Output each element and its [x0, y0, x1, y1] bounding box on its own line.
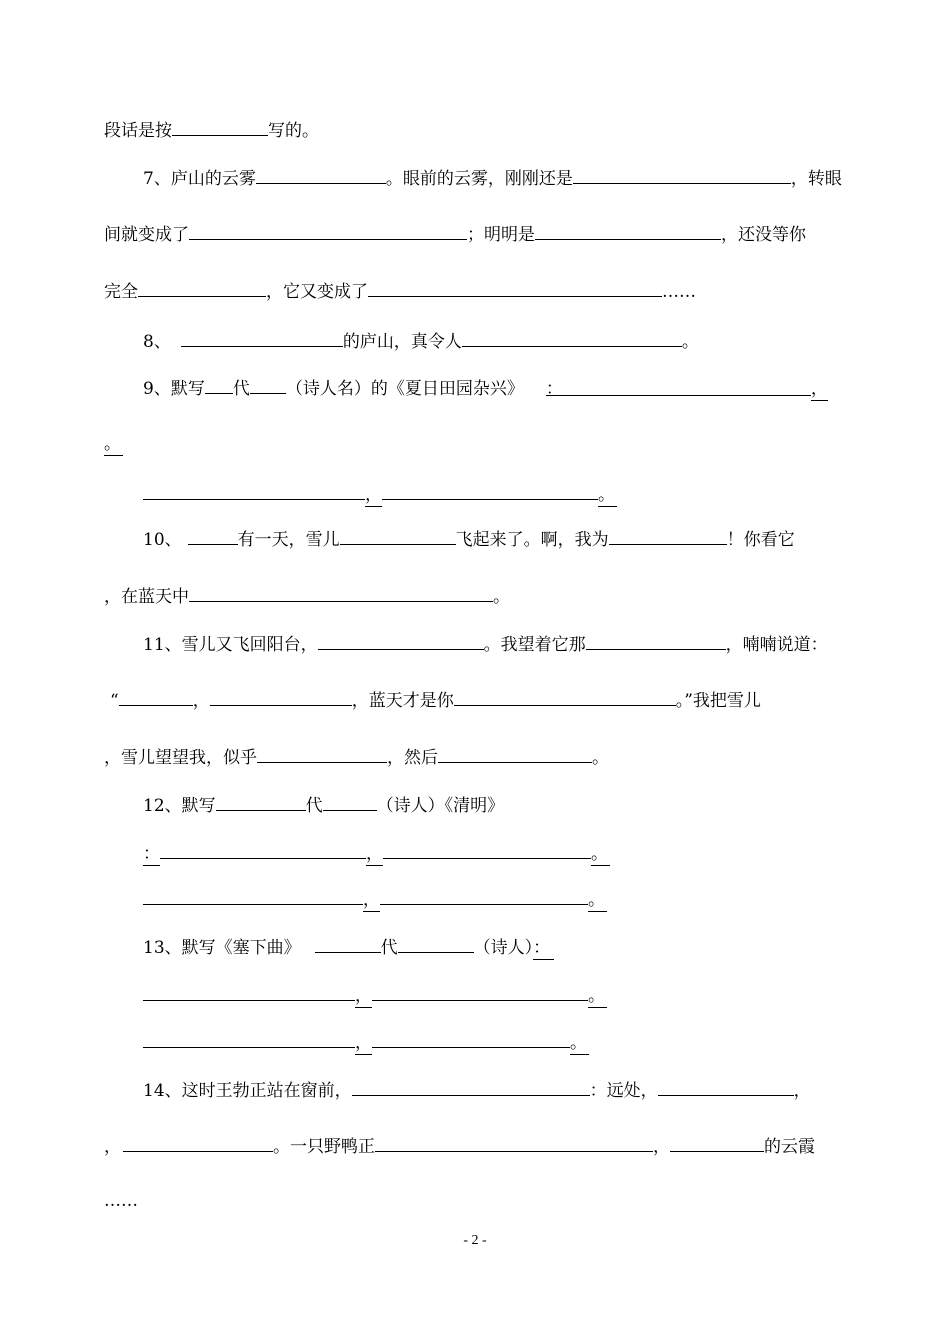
text: ……: [662, 282, 696, 302]
question-13-line-3: [143, 1030, 589, 1054]
question-7-line-3: [104, 279, 696, 303]
blank[interactable]: [545, 378, 811, 399]
text: 。: [588, 986, 605, 1006]
text: ，: [793, 1081, 811, 1101]
blank[interactable]: [318, 632, 484, 650]
blank[interactable]: [123, 1134, 273, 1152]
question-14-line-2: [104, 1134, 815, 1158]
question-10-line-2: [104, 584, 510, 608]
blank[interactable]: [382, 482, 598, 500]
blank[interactable]: [383, 841, 591, 859]
blank[interactable]: [250, 376, 286, 394]
text: “: [110, 691, 119, 711]
question-12-line-3: [143, 887, 607, 911]
text: ……: [104, 1191, 138, 1211]
text: 。: [588, 890, 605, 910]
blank[interactable]: [143, 887, 363, 905]
text: 9、默写: [143, 379, 205, 399]
text: ：: [143, 844, 160, 864]
text: 8、: [143, 332, 171, 352]
text: ，雪儿望望我，似乎: [104, 748, 257, 768]
text: 。: [591, 844, 608, 864]
text: 。”我把雪儿: [675, 691, 761, 711]
text: 。眼前的云雾，刚刚还是: [385, 169, 573, 189]
text: ，: [810, 379, 828, 399]
text: 。: [570, 1033, 587, 1053]
blank[interactable]: [315, 935, 381, 953]
blank[interactable]: [375, 1134, 653, 1152]
blank[interactable]: [573, 166, 791, 184]
blank[interactable]: [210, 688, 352, 706]
text: ，在蓝天中: [104, 587, 189, 607]
text: ，: [363, 890, 380, 910]
blank[interactable]: [143, 482, 365, 500]
blank[interactable]: [138, 279, 266, 297]
question-9-line-1: [143, 376, 828, 400]
page-number: - 2 -: [463, 1233, 487, 1248]
text: （诗人）《清明》: [376, 796, 505, 816]
text: ，蓝天才是你: [351, 691, 454, 711]
blank[interactable]: [189, 584, 493, 602]
text: （诗人）: [473, 938, 534, 958]
text: ，: [365, 485, 382, 505]
blank[interactable]: [143, 983, 355, 1001]
blank[interactable]: [119, 688, 193, 706]
blank[interactable]: [535, 222, 721, 240]
text: ！你看它: [726, 530, 795, 550]
blank[interactable]: [323, 793, 377, 811]
blank[interactable]: [438, 745, 592, 763]
text: 代: [380, 938, 398, 958]
text: 11、雪儿又飞回阳台，: [143, 635, 318, 655]
blank[interactable]: [205, 376, 233, 394]
text: ，转眼: [790, 169, 842, 189]
question-13-line-2: [143, 983, 607, 1007]
line-duanhua: [104, 118, 319, 142]
blank[interactable]: [368, 279, 662, 297]
blank[interactable]: [340, 527, 456, 545]
blank[interactable]: [256, 166, 386, 184]
blank[interactable]: [658, 1078, 794, 1096]
text: 。: [681, 332, 699, 352]
text: ：: [533, 938, 554, 960]
question-13-line-1: [143, 935, 554, 959]
text: 飞起来了。啊，我为: [455, 530, 609, 550]
text: 写的。: [268, 121, 319, 141]
question-11-line-2: [110, 688, 761, 712]
question-8: [143, 329, 699, 353]
text: ，: [104, 1137, 121, 1157]
text: 完全: [104, 282, 138, 302]
text: 7、庐山的云雾: [143, 169, 256, 189]
text: 代: [305, 796, 323, 816]
blank[interactable]: [216, 793, 306, 811]
blank[interactable]: [380, 887, 588, 905]
text: 的云霞: [764, 1137, 815, 1157]
question-9-line-3: [143, 482, 617, 506]
text: 有一天，雪儿: [237, 530, 340, 550]
blank[interactable]: [257, 745, 387, 763]
question-9-line-2: [104, 433, 123, 455]
question-7-line-2: [104, 222, 806, 246]
blank[interactable]: [670, 1134, 764, 1152]
text: （诗人名）的《夏日田园杂兴》: [285, 379, 524, 399]
text: ，喃喃说道：: [725, 635, 828, 655]
text: 。我望着它那: [483, 635, 586, 655]
blank[interactable]: [398, 935, 474, 953]
blank[interactable]: [454, 688, 676, 706]
text: ，还没等你: [721, 225, 806, 245]
text: ，: [355, 986, 372, 1006]
text: 。: [104, 434, 121, 454]
text: 。: [598, 485, 615, 505]
text: 段话是按: [104, 121, 172, 141]
question-12-line-2: [143, 841, 610, 865]
blank[interactable]: [181, 329, 343, 347]
question-12-line-1: [143, 793, 504, 817]
blank[interactable]: [188, 527, 238, 545]
text: ，: [355, 1033, 372, 1053]
question-10-line-1: [143, 527, 795, 551]
blank[interactable]: [172, 118, 268, 136]
text: ，它又变成了: [266, 282, 368, 302]
blank[interactable]: [372, 983, 588, 1001]
text: 的庐山，真令人: [342, 332, 462, 352]
question-11-line-3: [104, 745, 609, 769]
text: 12、默写: [143, 796, 216, 816]
text: ，: [653, 1137, 670, 1157]
text: ：远处，: [589, 1081, 658, 1101]
question-14-line-1: [143, 1078, 811, 1102]
question-7-line-1: [143, 166, 842, 190]
blank[interactable]: [372, 1030, 570, 1048]
text: 13、默写《塞下曲》: [143, 938, 301, 958]
text: 。: [493, 587, 510, 607]
blank[interactable]: [160, 841, 366, 859]
text: 14、这时王勃正站在窗前，: [143, 1081, 352, 1101]
text: 间就变成了: [104, 225, 189, 245]
text: 。一只野鸭正: [273, 1137, 375, 1157]
text: ，: [192, 691, 210, 711]
blank[interactable]: [189, 222, 467, 240]
text: ，然后: [387, 748, 438, 768]
text: 。: [592, 748, 609, 768]
blank[interactable]: [352, 1078, 590, 1096]
text: ：: [545, 379, 563, 399]
blank[interactable]: [143, 1030, 355, 1048]
text: 代: [232, 379, 250, 399]
text: ；明明是: [467, 225, 535, 245]
blank[interactable]: [586, 632, 726, 650]
question-14-line-3: [104, 1190, 138, 1212]
blank[interactable]: [462, 329, 682, 347]
blank[interactable]: [609, 527, 727, 545]
text: ，: [366, 844, 383, 864]
text: 10、: [143, 530, 182, 550]
question-11-line-1: [143, 632, 828, 656]
